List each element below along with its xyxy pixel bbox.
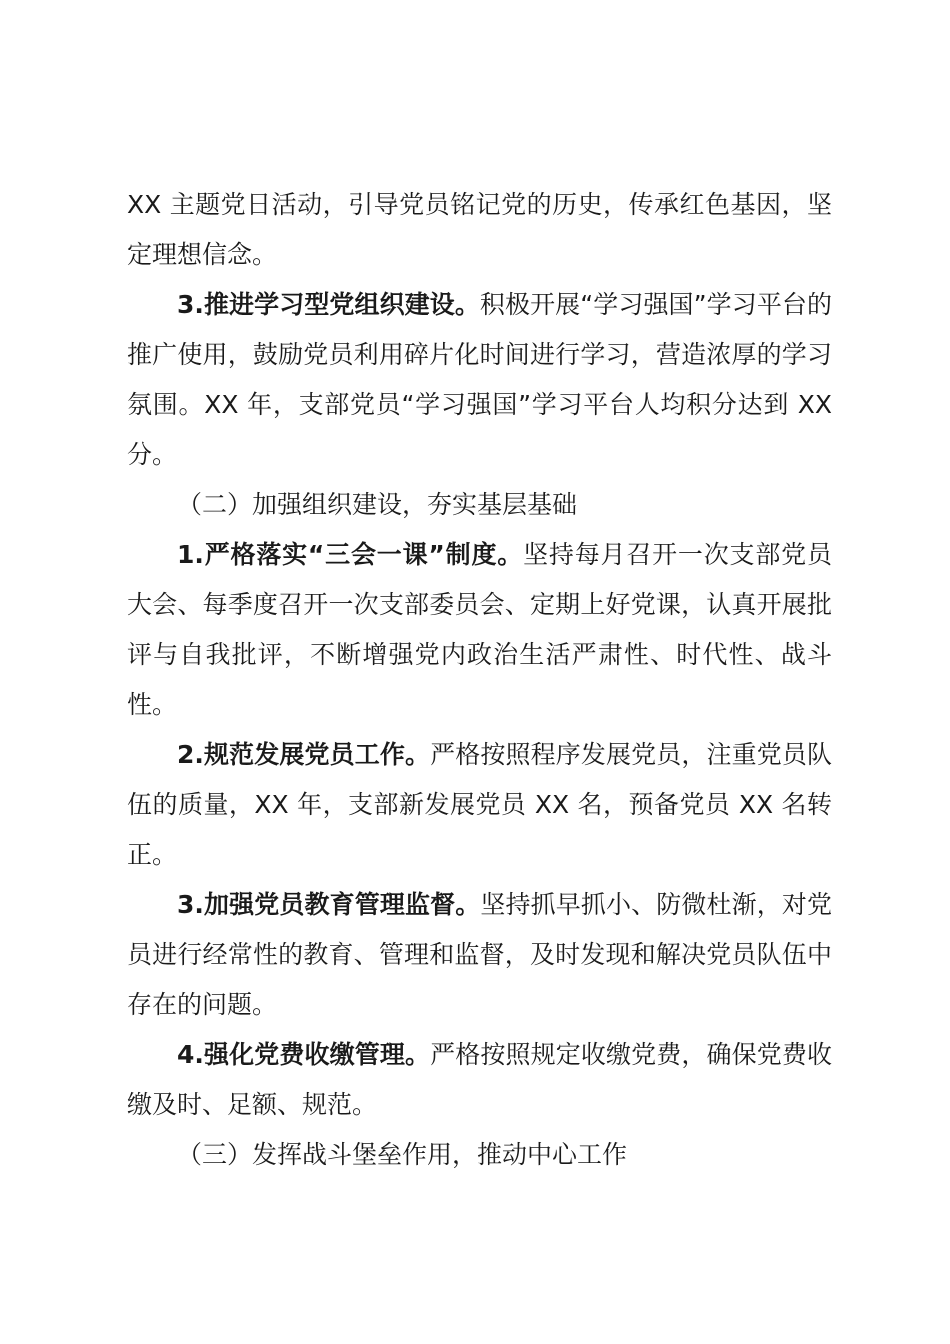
paragraph-lead: 2.规范发展党员工作。 [177, 740, 431, 769]
paragraph-item-dues [127, 1030, 832, 1130]
paragraph-item-member-development [127, 730, 832, 880]
paragraph-lead: 3.加强党员教育管理监督。 [177, 890, 481, 919]
section-heading-3 [127, 1130, 832, 1180]
paragraph-lead: 3.推进学习型党组织建设。 [177, 290, 480, 319]
document-page [127, 180, 832, 1180]
paragraph-text: 严格按照规定收缴党费，确保党费收缴及时、足额、规范。 [127, 1040, 832, 1119]
paragraph-text: 积极开展“学习强国”学习平台的推广使用，鼓励党员利用碎片化时间进行学习，营造浓厚的学习氛围。XX 年，支部党员“学习强国”学习平台人均积分达到 XX 分。 [127, 290, 832, 469]
paragraph-item-three-meetings [127, 530, 832, 730]
section-heading-text: （三）发挥战斗堡垒作用，推动中心工作 [177, 1140, 628, 1169]
paragraph-lead: 4.强化党费收缴管理。 [177, 1040, 431, 1069]
paragraph-lead: 1.严格落实“三会一课”制度。 [177, 540, 524, 569]
paragraph-continuation [127, 180, 832, 280]
paragraph-text: 坚持抓早抓小、防微杜渐，对党员进行经常性的教育、管理和监督，及时发现和解决党员队伍中存在的问题。 [127, 890, 832, 1019]
paragraph-item-learning [127, 280, 832, 480]
section-heading-2 [127, 480, 832, 530]
paragraph-text: XX 主题党日活动，引导党员铭记党的历史，传承红色基因，坚定理想信念。 [127, 190, 832, 269]
paragraph-item-supervision [127, 880, 832, 1030]
paragraph-text: 严格按照程序发展党员，注重党员队伍的质量，XX 年，支部新发展党员 XX 名，预备党员 XX 名转正。 [127, 740, 832, 869]
section-heading-text: （二）加强组织建设，夯实基层基础 [177, 490, 578, 519]
paragraph-text: 坚持每月召开一次支部党员大会、每季度召开一次支部委员会、定期上好党课，认真开展批评与自我批评，不断增强党内政治生活严肃性、时代性、战斗性。 [127, 540, 832, 719]
